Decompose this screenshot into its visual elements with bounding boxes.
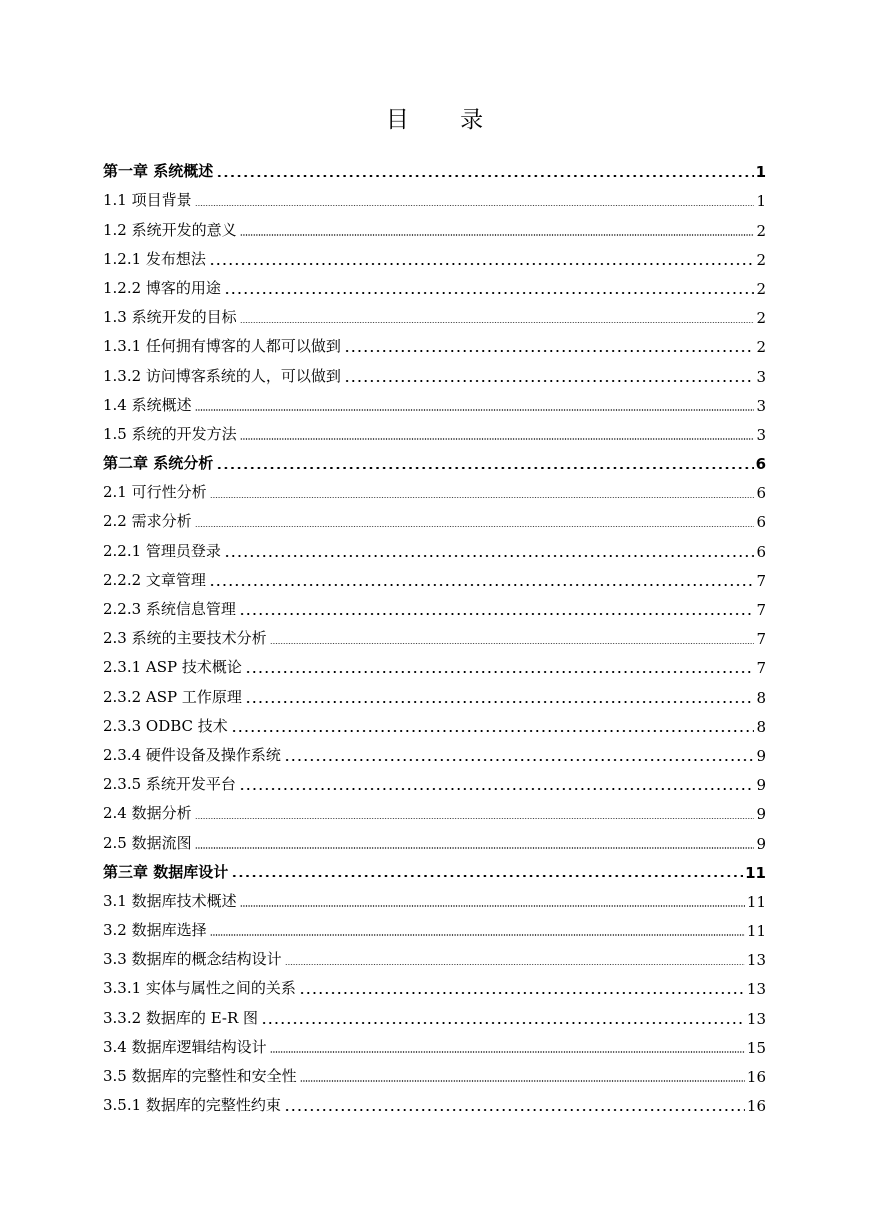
- toc-entry-title: 2.2.3 系统信息管理: [103, 600, 236, 618]
- toc-entry-title: 3.5.1 数据库的完整性约束: [103, 1096, 281, 1115]
- toc-entry[interactable]: [103, 356, 766, 385]
- toc-entry[interactable]: [103, 911, 766, 940]
- toc-page-number: 6: [756, 484, 766, 503]
- toc-entry-title: 1.2.1 发布想法: [103, 249, 206, 268]
- toc-page-number: 13: [746, 951, 766, 970]
- toc-page-number: 9: [756, 805, 766, 824]
- toc-entry[interactable]: [103, 1057, 766, 1086]
- toc-page-number: 8: [756, 717, 766, 736]
- toc-entry[interactable]: [103, 210, 766, 239]
- toc-page-number: 8: [756, 688, 766, 707]
- dot-leader: [195, 526, 754, 528]
- toc-page-number: 9: [756, 834, 766, 853]
- toc-page-number: 2: [756, 250, 766, 269]
- dot-leader: [284, 759, 754, 761]
- toc-page-number: 15: [746, 1038, 766, 1057]
- toc-entry[interactable]: [103, 998, 766, 1027]
- dot-leader: [195, 847, 754, 849]
- toc-page-number: 16: [746, 1097, 766, 1116]
- dot-leader: [224, 292, 754, 294]
- toc-entry-title: 3.2 数据库选择: [103, 921, 207, 940]
- dot-leader: [285, 964, 745, 966]
- toc-entry[interactable]: [103, 882, 766, 911]
- toc-entry-title: 3.3.1 实体与属性之间的关系: [103, 979, 296, 998]
- toc-entry[interactable]: [103, 707, 766, 736]
- toc-entry[interactable]: [103, 561, 766, 590]
- toc-page-number: 3: [756, 396, 766, 415]
- dot-leader: [210, 497, 754, 499]
- toc-chapter-entry[interactable]: [103, 853, 766, 882]
- toc-entry[interactable]: [103, 765, 766, 794]
- toc-entry[interactable]: [103, 502, 766, 531]
- toc-entry-title: 2.2.1 管理员登录: [103, 541, 221, 560]
- dot-leader: [270, 643, 754, 645]
- toc-entry-title: 2.1 可行性分析: [103, 483, 207, 502]
- toc-page-number: 2: [756, 338, 766, 357]
- toc-entry-title: 2.2 需求分析: [103, 512, 192, 531]
- toc-entry[interactable]: [103, 736, 766, 765]
- toc-entry-title: 1.3.1 任何拥有博客的人都可以做到: [103, 337, 341, 356]
- toc-entry-title: 1.3 系统开发的目标: [103, 308, 237, 327]
- toc-chapter-entry[interactable]: [103, 444, 766, 473]
- dot-leader: [239, 788, 754, 790]
- toc-entry-title: 1.2 系统开发的意义: [103, 220, 237, 239]
- toc-page-number: 11: [746, 892, 766, 911]
- dot-leader: [210, 934, 745, 936]
- toc-entry-title: 3.1 数据库技术概述: [103, 891, 237, 910]
- toc-page-number: 7: [756, 571, 766, 590]
- toc-entry[interactable]: [103, 269, 766, 298]
- toc-entry-title: 2.3.4 硬件设备及操作系统: [103, 745, 281, 764]
- dot-leader: [195, 818, 754, 820]
- toc-entry-title: 2.3.5 系统开发平台: [103, 775, 236, 794]
- dot-leader: [195, 409, 754, 411]
- dot-leader: [231, 730, 754, 732]
- toc-entry-title: 1.2.2 博客的用途: [103, 278, 221, 297]
- toc-entry[interactable]: [103, 298, 766, 327]
- dot-leader: [240, 905, 745, 907]
- toc-page-number: 7: [756, 659, 766, 678]
- toc-entry[interactable]: [103, 1028, 766, 1057]
- dot-leader: [209, 584, 754, 586]
- toc-entry-title: 3.3.2 数据库的 E-R 图: [103, 1008, 259, 1027]
- toc-page-number: 9: [756, 776, 766, 795]
- table-of-contents: [103, 152, 766, 1115]
- toc-entry-title: 2.3.3 ODBC 技术: [103, 716, 228, 735]
- toc-entry-title: 3.3 数据库的概念结构设计: [103, 950, 282, 969]
- dot-leader: [195, 205, 754, 207]
- toc-page-number: 13: [746, 980, 766, 999]
- dot-leader: [299, 992, 745, 994]
- toc-page-number: 13: [746, 1009, 766, 1028]
- toc-page-number: 2: [756, 221, 766, 240]
- dot-leader: [300, 1080, 745, 1082]
- dot-leader: [239, 613, 754, 615]
- toc-entry[interactable]: [103, 969, 766, 998]
- dot-leader: [216, 467, 753, 469]
- toc-entry[interactable]: [103, 386, 766, 415]
- toc-entry-title: 3.5 数据库的完整性和安全性: [103, 1067, 297, 1085]
- toc-entry[interactable]: [103, 327, 766, 356]
- toc-page-number: 11: [746, 922, 766, 941]
- dot-leader: [270, 1051, 745, 1053]
- dot-leader: [216, 175, 753, 177]
- toc-entry-title: 2.2.2 文章管理: [103, 570, 206, 589]
- toc-entry[interactable]: [103, 473, 766, 502]
- toc-entry-title: 2.5 数据流图: [103, 833, 192, 852]
- toc-entry-title: 第二章 系统分析: [103, 454, 214, 473]
- toc-entry-title: 1.3.2 访问博客系统的人，可以做到: [103, 366, 341, 385]
- toc-page-number: 1: [755, 163, 766, 182]
- dot-leader: [231, 875, 743, 877]
- toc-page-number: 3: [756, 367, 766, 386]
- dot-leader: [344, 380, 754, 382]
- dot-leader: [240, 234, 754, 236]
- toc-entry-title: 1.4 系统概述: [103, 395, 192, 414]
- toc-chapter-entry[interactable]: [103, 152, 766, 181]
- toc-entry-title: 2.4 数据分析: [103, 804, 192, 823]
- toc-page-number: 7: [756, 630, 766, 649]
- toc-entry[interactable]: [103, 181, 766, 210]
- toc-page-number: 1: [756, 192, 766, 211]
- toc-entry[interactable]: [103, 619, 766, 648]
- toc-page-number: 2: [756, 309, 766, 328]
- dot-leader: [284, 1109, 745, 1111]
- toc-entry-title: 1.1 项目背景: [103, 191, 192, 210]
- toc-page-number: 6: [756, 513, 766, 532]
- toc-entry-title: 2.3.2 ASP 工作原理: [103, 687, 242, 706]
- toc-entry-title: 2.3 系统的主要技术分析: [103, 629, 267, 648]
- toc-entry[interactable]: [103, 415, 766, 444]
- toc-entry-title: 2.3.1 ASP 技术概论: [103, 658, 242, 677]
- toc-page-number: 11: [745, 863, 766, 882]
- toc-page-number: 9: [756, 746, 766, 765]
- dot-leader: [240, 438, 754, 440]
- toc-entry-title: 第三章 数据库设计: [103, 862, 229, 881]
- toc-entry[interactable]: [103, 590, 766, 619]
- toc-entry-title: 第一章 系统概述: [103, 162, 214, 181]
- dot-leader: [209, 263, 754, 265]
- toc-page-number: 6: [755, 455, 766, 474]
- toc-page-number: 2: [756, 279, 766, 298]
- toc-entry-title: 1.5 系统的开发方法: [103, 424, 237, 443]
- toc-page-number: 7: [756, 601, 766, 619]
- toc-entry[interactable]: [103, 648, 766, 677]
- dot-leader: [224, 555, 754, 557]
- dot-leader: [261, 1022, 745, 1024]
- page-title: 目 录: [385, 107, 506, 133]
- dot-leader: [245, 671, 754, 673]
- toc-entry[interactable]: [103, 940, 766, 969]
- toc-entry[interactable]: [103, 794, 766, 823]
- toc-page-number: 3: [756, 425, 766, 444]
- dot-leader: [245, 701, 754, 703]
- toc-entry[interactable]: [103, 1086, 766, 1115]
- toc-page-number: 16: [746, 1068, 766, 1086]
- toc-entry[interactable]: [103, 240, 766, 269]
- dot-leader: [344, 350, 754, 352]
- toc-entry[interactable]: [103, 823, 766, 852]
- toc-page-number: 6: [756, 542, 766, 561]
- toc-entry[interactable]: [103, 677, 766, 706]
- toc-entry[interactable]: [103, 531, 766, 560]
- toc-entry-title: 3.4 数据库逻辑结构设计: [103, 1037, 267, 1056]
- dot-leader: [240, 322, 754, 324]
